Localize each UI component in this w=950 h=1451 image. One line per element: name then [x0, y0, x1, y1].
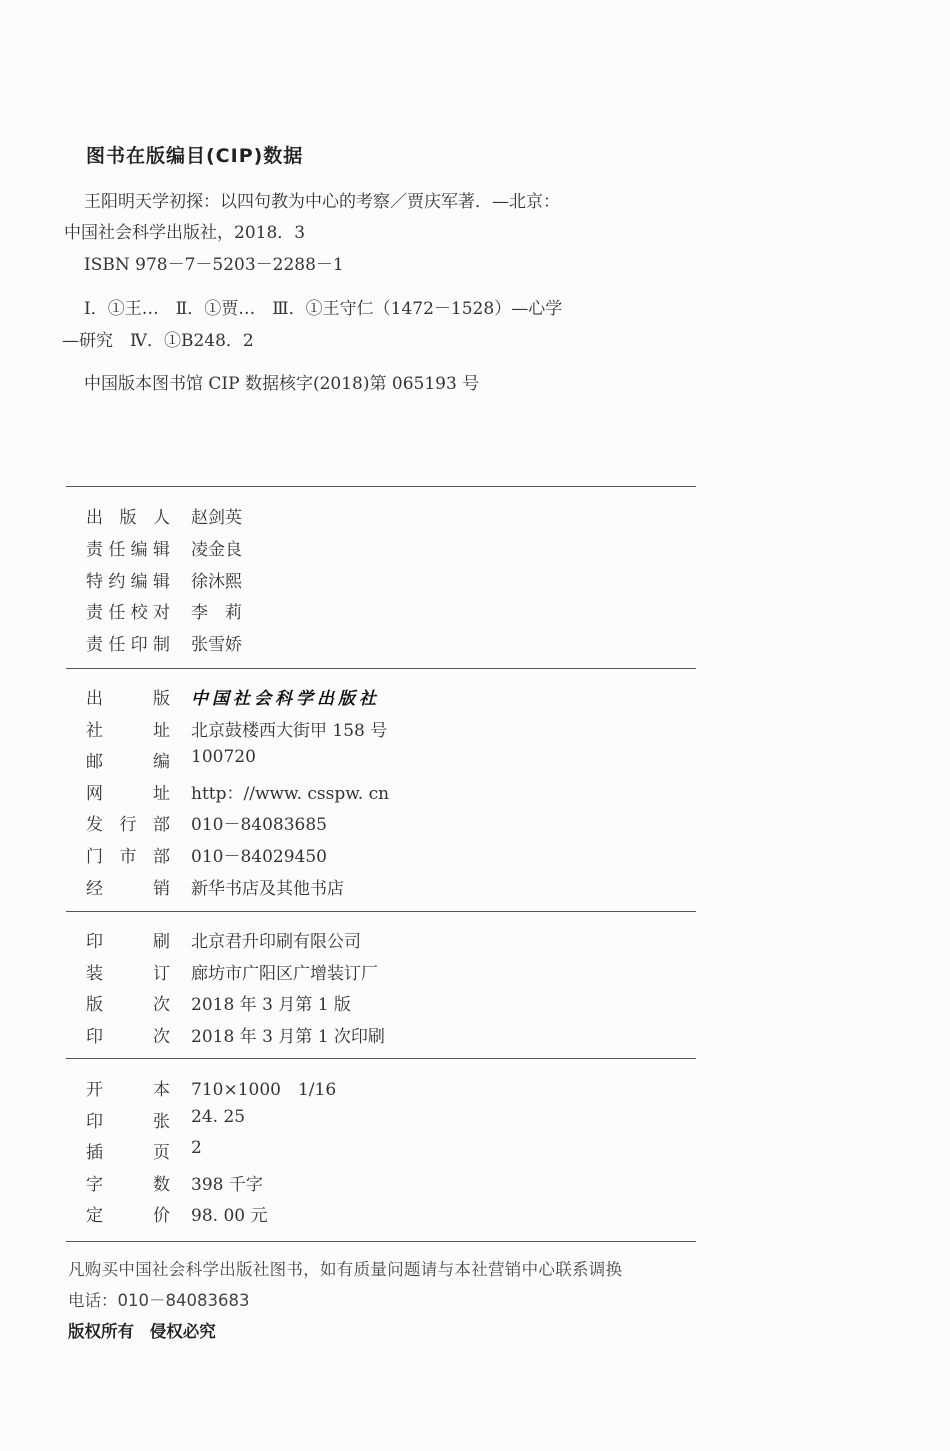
label-char: 责: [86, 539, 103, 560]
staff-row: [86, 503, 686, 529]
publisher-row: [86, 684, 686, 710]
label-char: 任: [108, 603, 126, 624]
cip-line: ISBN 978－7－5203－2288－1: [84, 255, 344, 275]
label-char: 经: [86, 878, 103, 899]
footer-phone: 电话：010－84083683: [68, 1291, 250, 1310]
publisher-row: [86, 779, 686, 805]
divider: [66, 1058, 696, 1059]
cip-line: 王阳明天学初探：以四句教为中心的考察／贾庆军著．—北京：: [84, 192, 560, 212]
label-char: 销: [153, 878, 170, 899]
staff-label: [86, 598, 170, 623]
label-char: 责: [86, 603, 103, 624]
label-char: 开: [86, 1080, 103, 1100]
publisher-label: [86, 684, 170, 709]
printing-value: 廊坊市广阳区广增装订厂: [191, 963, 378, 984]
label-char: 插: [86, 1143, 103, 1164]
staff-label: [86, 535, 170, 560]
label-char: 页: [153, 1143, 170, 1164]
label-char: 次: [153, 995, 170, 1016]
publisher-row: [86, 747, 686, 773]
specs-row: [86, 1138, 686, 1164]
printing-row: [86, 1022, 686, 1048]
cip-line: —研究 Ⅳ．①B248．2: [62, 331, 254, 351]
label-char: 制: [152, 635, 170, 656]
specs-label: [86, 1201, 170, 1226]
label-char: 张: [153, 1111, 170, 1132]
label-char: 编: [153, 752, 170, 773]
label-char: 行: [119, 815, 137, 836]
printing-label: [86, 1022, 170, 1047]
label-char: 出: [86, 508, 103, 528]
label-char: 版: [86, 995, 103, 1016]
publisher-value: 北京鼓楼西大街甲 158 号: [191, 720, 388, 741]
divider: [66, 668, 696, 669]
printing-row: [86, 990, 686, 1016]
staff-value: 徐沐熙: [191, 571, 242, 592]
staff-row: [86, 567, 686, 593]
publisher-value: 010－84029450: [191, 847, 327, 867]
publisher-row: [86, 716, 686, 742]
printing-value: 北京君升印刷有限公司: [191, 932, 361, 952]
specs-label: [86, 1138, 170, 1163]
publisher-label: [86, 779, 170, 804]
specs-row: [86, 1075, 686, 1101]
label-char: 发: [86, 815, 103, 836]
staff-row: [86, 535, 686, 561]
printing-label: [86, 959, 170, 984]
label-char: 版: [153, 689, 170, 709]
staff-label: [86, 630, 170, 655]
divider: [66, 1241, 696, 1242]
label-char: 人: [153, 508, 170, 528]
label-char: 价: [153, 1206, 170, 1227]
specs-label: [86, 1075, 170, 1100]
specs-label: [86, 1107, 170, 1132]
label-char: 印: [130, 635, 148, 656]
label-char: 任: [108, 635, 126, 656]
publisher-value: 中国社会科学出版社: [191, 689, 380, 709]
label-char: 订: [153, 963, 170, 984]
specs-value: 398 千字: [191, 1174, 263, 1195]
label-char: 邮: [86, 752, 103, 773]
specs-row: [86, 1107, 686, 1133]
divider: [66, 486, 696, 487]
footer-rights: 版权所有 侵权必究: [68, 1322, 216, 1341]
divider: [66, 911, 696, 912]
staff-label: [86, 567, 170, 592]
specs-value: 710×1000 1/16: [191, 1080, 337, 1100]
label-char: 门: [86, 847, 103, 867]
label-char: 印: [86, 932, 103, 952]
cip-line: 中国版本图书馆 CIP 数据核字(2018)第 065193 号: [84, 374, 480, 394]
label-char: 市: [119, 847, 137, 867]
specs-row: [86, 1170, 686, 1196]
label-char: 编: [130, 539, 148, 560]
label-char: 数: [153, 1174, 170, 1195]
label-char: 任: [108, 539, 126, 560]
staff-value: 李 莉: [191, 603, 242, 624]
label-char: 特: [86, 571, 103, 592]
cip-line: Ⅰ．①王… Ⅱ．①贾… Ⅲ．①王守仁（1472－1528）—心学: [84, 299, 563, 319]
printing-row: [86, 927, 686, 953]
label-char: 网: [86, 783, 103, 804]
label-char: 编: [130, 571, 148, 592]
publisher-label: [86, 810, 170, 835]
label-char: 辑: [152, 539, 170, 560]
label-char: 社: [86, 720, 103, 741]
label-char: 次: [153, 1026, 170, 1047]
staff-row: [86, 598, 686, 624]
label-char: 印: [86, 1026, 103, 1047]
specs-value: 98. 00 元: [191, 1206, 268, 1227]
specs-value: 24. 25: [191, 1106, 246, 1127]
printing-label: [86, 927, 170, 952]
printing-row: [86, 959, 686, 985]
printing-value: 2018 年 3 月第 1 次印刷: [191, 1026, 385, 1047]
publisher-label: [86, 874, 170, 899]
cip-title: 图书在版编目(CIP)数据: [86, 145, 304, 167]
publisher-value: 新华书店及其他书店: [191, 878, 344, 899]
staff-value: 张雪娇: [191, 635, 242, 656]
label-char: 责: [86, 635, 103, 656]
staff-value: 赵剑英: [191, 508, 242, 528]
publisher-row: [86, 874, 686, 900]
label-char: 对: [152, 603, 170, 624]
label-char: 辑: [152, 571, 170, 592]
specs-value: 2: [191, 1138, 202, 1159]
label-char: 刷: [153, 932, 170, 952]
label-char: 定: [86, 1206, 103, 1227]
specs-row: [86, 1201, 686, 1227]
printing-label: [86, 990, 170, 1015]
label-char: 部: [153, 847, 170, 867]
label-char: 字: [86, 1174, 103, 1195]
publisher-row: [86, 810, 686, 836]
label-char: 址: [153, 720, 170, 741]
specs-label: [86, 1170, 170, 1195]
printing-value: 2018 年 3 月第 1 版: [191, 995, 351, 1016]
publisher-label: [86, 842, 170, 867]
publisher-row: [86, 842, 686, 868]
label-char: 部: [153, 815, 170, 836]
label-char: 版: [119, 508, 137, 528]
footer-note: 凡购买中国社会科学出版社图书，如有质量问题请与本社营销中心联系调换: [68, 1260, 623, 1279]
publisher-label: [86, 716, 170, 741]
staff-value: 凌金良: [191, 539, 242, 560]
label-char: 印: [86, 1111, 103, 1132]
label-char: 出: [86, 689, 103, 709]
publisher-label: [86, 747, 170, 772]
staff-label: [86, 503, 170, 528]
publisher-value: 100720: [191, 747, 256, 768]
label-char: 约: [108, 571, 126, 592]
label-char: 校: [130, 603, 148, 624]
cip-line: 中国社会科学出版社，2018．3: [64, 223, 306, 243]
label-char: 本: [153, 1080, 170, 1100]
staff-row: [86, 630, 686, 656]
label-char: 装: [86, 963, 103, 984]
label-char: 址: [153, 783, 170, 804]
publisher-value: 010－84083685: [191, 815, 327, 836]
publisher-value: http：//www. csspw. cn: [191, 783, 390, 804]
